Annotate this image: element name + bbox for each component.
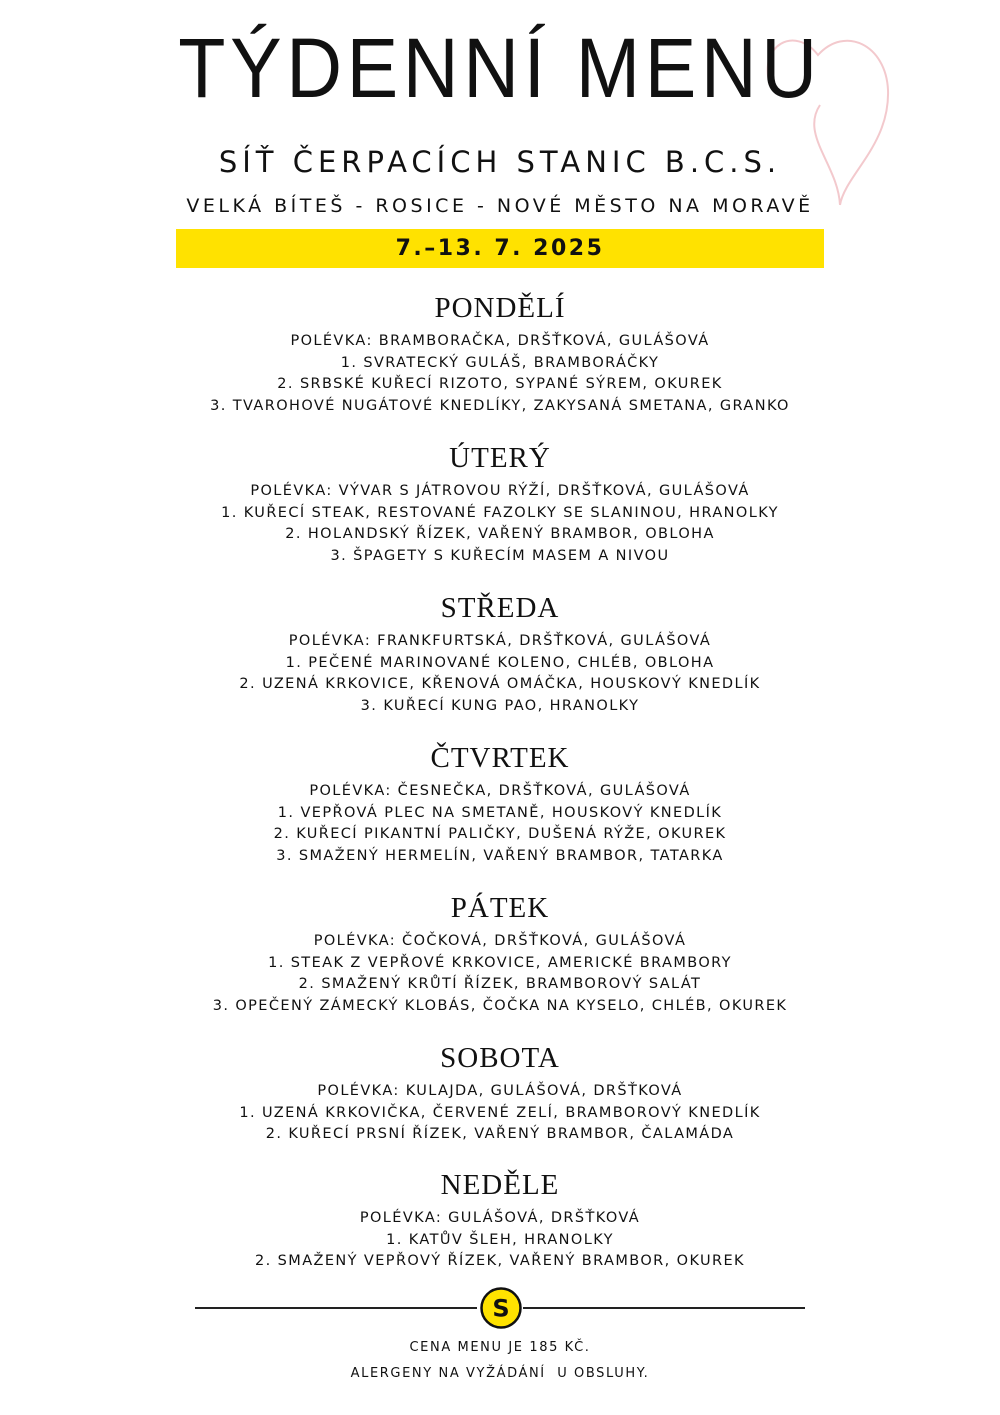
footer-divider-left: [195, 1307, 477, 1309]
dish-item: 2. SMAŽENÝ VEPŘOVÝ ŘÍZEK, VAŘENÝ BRAMBOR, OKUREK: [255, 1253, 745, 1270]
day-wednesday: [0, 590, 1000, 718]
day-title: PONDĚLÍ: [434, 292, 566, 324]
dish-item: 3. KUŘECÍ KUNG PAO, HRANOLKY: [360, 698, 640, 715]
logo-letter: S: [492, 1294, 510, 1323]
dish-item: 2. UZENÁ KRKOVICE, KŘENOVÁ OMÁČKA, HOUSKOVÝ KNEDLÍK: [239, 676, 761, 693]
dish-soup: POLÉVKA: ČESNEČKA, DRŠŤKOVÁ, GULÁŠOVÁ: [309, 783, 691, 799]
dish-soup: POLÉVKA: FRANKFURTSKÁ, DRŠŤKOVÁ, GULÁŠOVÁ: [288, 633, 712, 649]
dish-soup: POLÉVKA: GULÁŠOVÁ, DRŠŤKOVÁ: [359, 1210, 641, 1226]
dish-item: 2. HOLANDSKÝ ŘÍZEK, VAŘENÝ BRAMBOR, OBLOHA: [285, 526, 715, 543]
dish-item: 3. ŠPAGETY S KUŘECÍM MASEM A NIVOU: [330, 548, 670, 565]
dish-item: 2. KUŘECÍ PRSNÍ ŘÍZEK, VAŘENÝ BRAMBOR, ČALAMÁDA: [265, 1126, 735, 1143]
dish-item: 2. SRBSKÉ KUŘECÍ RIZOTO, SYPANÉ SÝREM, OKUREK: [277, 376, 723, 393]
price-note: CENA MENU JE 185 KČ.: [409, 1340, 591, 1355]
dish-item: 1. UZENÁ KRKOVIČKA, ČERVENÉ ZELÍ, BRAMBOROVÝ KNEDLÍK: [239, 1104, 761, 1121]
day-title: NEDĚLE: [440, 1169, 560, 1201]
day-thursday: [0, 740, 1000, 868]
date-banner: [176, 229, 824, 268]
dish-item: 2. SMAŽENÝ KRŮTÍ ŘÍZEK, BRAMBOROVÝ SALÁT: [298, 976, 702, 993]
allergens-note: ALERGENY NA VYŽÁDÁNÍ U OBSLUHY.: [350, 1366, 650, 1381]
dish-item: 3. TVAROHOVÉ NUGÁTOVÉ KNEDLÍKY, ZAKYSANÁ SMETANA, GRANKO: [210, 398, 790, 415]
date-range: 7.–13. 7. 2025: [395, 236, 605, 261]
dish-item: 1. KATŮV ŠLEH, HRANOLKY: [386, 1231, 614, 1248]
footer-divider-right: [523, 1307, 805, 1309]
day-saturday: [0, 1040, 1000, 1146]
day-sunday: [0, 1167, 1000, 1273]
dish-item: 2. KUŘECÍ PIKANTNÍ PALIČKY, DUŠENÁ RÝŽE, OKUREK: [273, 826, 727, 843]
dish-soup: POLÉVKA: KULAJDA, GULÁŠOVÁ, DRŠŤKOVÁ: [317, 1083, 683, 1099]
day-tuesday: [0, 440, 1000, 568]
dish-item: 1. KUŘECÍ STEAK, RESTOVANÉ FAZOLKY SE SLANINOU, HRANOLKY: [221, 504, 779, 521]
dish-item: 1. PEČENÉ MARINOVANÉ KOLENO, CHLÉB, OBLOHA: [285, 654, 715, 671]
day-friday: [0, 890, 1000, 1018]
day-title: SOBOTA: [440, 1042, 560, 1074]
dish-soup: POLÉVKA: ČOČKOVÁ, DRŠŤKOVÁ, GULÁŠOVÁ: [313, 933, 687, 949]
dish-soup: POLÉVKA: VÝVAR S JÁTROVOU RÝŽÍ, DRŠŤKOVÁ, GULÁŠOVÁ: [250, 483, 750, 499]
dish-item: 3. SMAŽENÝ HERMELÍN, VAŘENÝ BRAMBOR, TATARKA: [276, 848, 724, 865]
dish-item: 1. STEAK Z VEPŘOVÉ KRKOVICE, AMERICKÉ BRAMBORY: [268, 954, 732, 971]
bcs-s-logo-icon: [480, 1287, 522, 1329]
dish-item: 3. OPEČENÝ ZÁMECKÝ KLOBÁS, ČOČKA NA KYSELO, CHLÉB, OKUREK: [212, 998, 788, 1015]
locations-line: VELKÁ BÍTEŠ - ROSICE - NOVÉ MĚSTO NA MORAVĚ: [186, 195, 814, 217]
day-title: STŘEDA: [440, 592, 560, 624]
dish-item: 1. VEPŘOVÁ PLEC NA SMETANĚ, HOUSKOVÝ KNEDLÍK: [277, 804, 723, 821]
day-title: ÚTERÝ: [449, 442, 551, 474]
day-title: PÁTEK: [450, 892, 550, 924]
page-title: TÝDENNÍ MENU: [178, 21, 822, 115]
dish-soup: POLÉVKA: BRAMBORAČKA, DRŠŤKOVÁ, GULÁŠOVÁ: [290, 333, 710, 349]
day-title: ČTVRTEK: [430, 742, 570, 774]
company-subtitle: SÍŤ ČERPACÍCH STANIC B.C.S.: [218, 145, 782, 179]
dish-item: 1. SVRATECKÝ GULÁŠ, BRAMBORÁČKY: [340, 354, 660, 371]
day-monday: [0, 290, 1000, 418]
